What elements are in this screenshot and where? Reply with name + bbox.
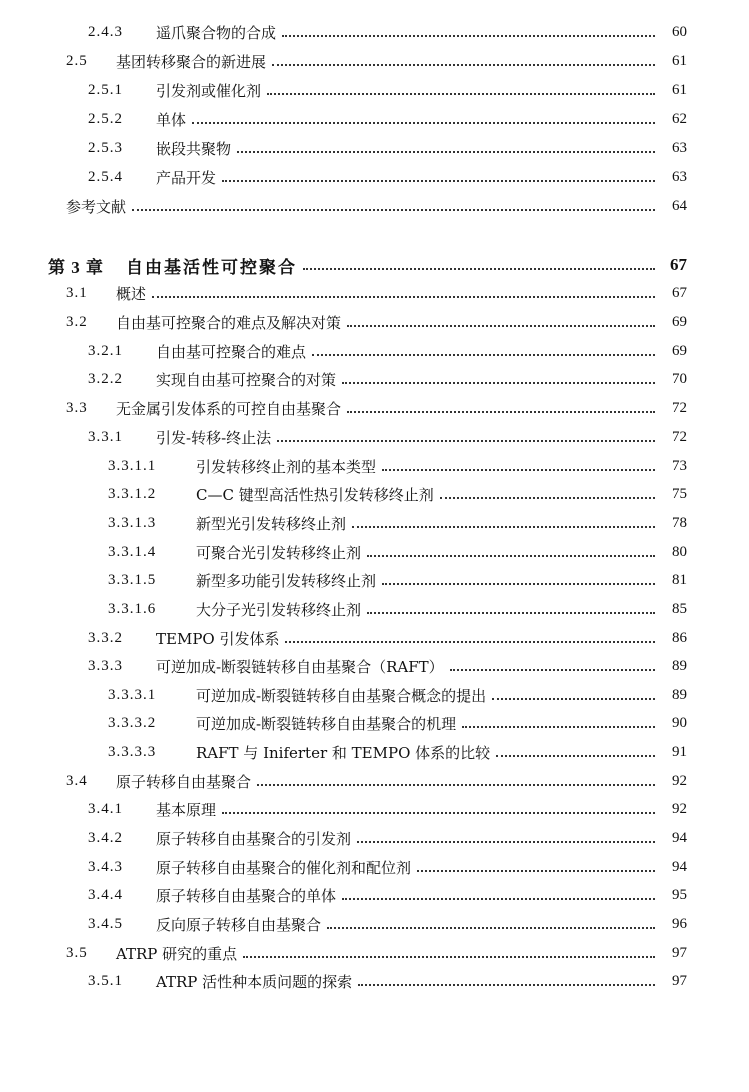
dot-leader (342, 382, 655, 384)
toc-entry[interactable] (88, 163, 687, 191)
toc-entry[interactable] (108, 681, 687, 709)
toc-entry-number: 3.3.3.1 (108, 686, 157, 703)
toc-entry-title: ATRP 活性种本质问题的探索 (156, 972, 353, 991)
toc-entry[interactable] (66, 47, 687, 75)
dot-leader (222, 812, 655, 814)
toc-entry-page: 62 (672, 110, 687, 127)
toc-entry-number: 3.4.1 (88, 800, 123, 817)
toc-entry-title: 反向原子转移自由基聚合 (156, 915, 322, 934)
dot-leader (440, 497, 655, 499)
toc-entry[interactable] (88, 853, 687, 881)
toc-entry-page: 85 (672, 600, 687, 617)
toc-entry-title: 原子转移自由基聚合的单体 (156, 886, 337, 905)
toc-entry-title: 引发转移终止剂的基本类型 (196, 457, 377, 476)
toc-entry-page: 92 (672, 800, 687, 817)
toc-entry-number: 3.1 (66, 284, 88, 301)
toc-entry-title: 可逆加成-断裂链转移自由基聚合概念的提出 (196, 686, 487, 705)
dot-leader (496, 755, 655, 757)
toc-entry-page: 70 (672, 370, 687, 387)
toc-entry-page: 94 (672, 858, 687, 875)
toc-entry-page: 63 (672, 168, 687, 185)
dot-leader (243, 956, 655, 958)
toc-entry[interactable] (66, 767, 687, 795)
toc-entry-title: 产品开发 (156, 168, 217, 187)
toc-entry-title: 新型多功能引发转移终止剂 (196, 571, 377, 590)
toc-entry-title: 自由基活性可控聚合 (126, 257, 297, 278)
toc-entry-number: 3.4.4 (88, 886, 123, 903)
toc-entry-number: 3.4 (66, 772, 88, 789)
dot-leader (492, 698, 655, 700)
toc-entry-page: 61 (672, 52, 687, 69)
toc-entry-number: 3.4.3 (88, 858, 123, 875)
dot-leader (327, 927, 655, 929)
toc-entry-title: 概述 (116, 284, 147, 303)
dot-leader (347, 411, 655, 413)
toc-entry-page: 97 (672, 972, 687, 989)
toc-entry[interactable] (66, 279, 687, 307)
dot-leader (192, 122, 655, 124)
toc-entry[interactable] (108, 480, 687, 508)
toc-entry-title: 遥爪聚合物的合成 (156, 23, 277, 42)
toc-entry[interactable] (108, 738, 687, 766)
toc-entry-number: 3.5.1 (88, 972, 123, 989)
toc-entry-title: 可逆加成-断裂链转移自由基聚合（RAFT） (156, 657, 444, 676)
toc-entry-title: 可聚合光引发转移终止剂 (196, 543, 362, 562)
toc-entry-page: 72 (672, 428, 687, 445)
toc-entry-title: 单体 (156, 110, 187, 129)
toc-entry-page: 95 (672, 886, 687, 903)
toc-entry-page: 89 (672, 686, 687, 703)
toc-entry-page: 90 (672, 714, 687, 731)
toc-entry-title: 嵌段共聚物 (156, 139, 232, 158)
dot-leader (237, 151, 655, 153)
toc-entry[interactable] (108, 452, 687, 480)
toc-entry-page: 60 (672, 23, 687, 40)
toc-entry-number: 3.3.1.2 (108, 485, 157, 502)
dot-leader (367, 612, 655, 614)
toc-entry-page: 81 (672, 571, 687, 588)
toc-entry-title: 无金属引发体系的可控自由基聚合 (116, 399, 342, 418)
toc-entry-title: 基团转移聚合的新进展 (116, 52, 267, 71)
toc-entry-number: 3.3.3 (88, 657, 123, 674)
dot-leader (417, 870, 655, 872)
toc-entry-number: 3.3.1.1 (108, 457, 157, 474)
toc-entry-page: 97 (672, 944, 687, 961)
toc-entry[interactable] (88, 624, 687, 652)
toc-entry-page: 91 (672, 743, 687, 760)
dot-leader (267, 93, 655, 95)
toc-entry-page: 64 (672, 197, 687, 214)
toc-entry-number: 2.5.3 (88, 139, 123, 156)
toc-entry[interactable] (88, 423, 687, 451)
toc-entry[interactable] (88, 652, 687, 680)
toc-entry-title: ATRP 研究的重点 (116, 944, 238, 963)
toc-entry-number: 3.3.1.3 (108, 514, 157, 531)
toc-entry-title: TEMPO 引发体系 (156, 629, 280, 648)
dot-leader (303, 268, 655, 270)
toc-entry-number: 2.4.3 (88, 23, 123, 40)
dot-leader (382, 583, 655, 585)
dot-leader (257, 784, 655, 786)
toc-entry-number: 3.3 (66, 399, 88, 416)
toc-entry-title: 新型光引发转移终止剂 (196, 514, 347, 533)
toc-entry[interactable] (88, 795, 687, 823)
toc-entry-number: 3.3.3.3 (108, 743, 157, 760)
toc-entry[interactable] (66, 308, 687, 336)
toc-entry-title: 自由基可控聚合的难点 (156, 342, 307, 361)
toc-entry[interactable] (88, 134, 687, 162)
dot-leader (357, 841, 655, 843)
dot-leader (285, 641, 655, 643)
dot-leader (347, 325, 655, 327)
dot-leader (152, 296, 655, 298)
dot-leader (282, 35, 655, 37)
toc-entry-title: 参考文献 (66, 197, 127, 216)
toc-entry[interactable] (108, 709, 687, 737)
toc-entry-number: 2.5.2 (88, 110, 123, 127)
toc-entry-title: C—C 键型高活性热引发转移终止剂 (196, 485, 434, 504)
toc-entry-page: 67 (670, 255, 687, 274)
toc-entry[interactable] (66, 192, 687, 220)
toc-entry-page: 92 (672, 772, 687, 789)
toc-entry[interactable] (88, 881, 687, 909)
toc-entry-title: 实现自由基可控聚合的对策 (156, 370, 337, 389)
toc-entry-page: 61 (672, 81, 687, 98)
toc-entry-page: 67 (672, 284, 687, 301)
toc-entry-number: 3.2.1 (88, 342, 123, 359)
toc-entry[interactable] (88, 365, 687, 393)
toc-entry-page: 73 (672, 457, 687, 474)
toc-entry-page: 78 (672, 514, 687, 531)
toc-entry-title: 基本原理 (156, 800, 217, 819)
toc-entry-number: 3.2 (66, 313, 88, 330)
toc-entry[interactable] (88, 910, 687, 938)
dot-leader (342, 898, 655, 900)
dot-leader (352, 526, 655, 528)
dot-leader (312, 354, 655, 356)
toc-entry-title: 原子转移自由基聚合的催化剂和配位剂 (156, 858, 412, 877)
dot-leader (222, 180, 655, 182)
toc-entry-page: 86 (672, 629, 687, 646)
toc-entry[interactable] (66, 939, 687, 967)
toc-entry-number: 3.3.1.4 (108, 543, 157, 560)
toc-entry[interactable] (108, 538, 687, 566)
toc-entry-title: RAFT 与 Iniferter 和 TEMPO 体系的比较 (196, 743, 491, 762)
toc-entry-title: 原子转移自由基聚合的引发剂 (156, 829, 352, 848)
dot-leader (277, 440, 655, 442)
toc-entry-number: 2.5.4 (88, 168, 123, 185)
toc-entry-page: 80 (672, 543, 687, 560)
toc-entry-number: 3.3.2 (88, 629, 123, 646)
toc-entry-title: 引发-转移-终止法 (156, 428, 272, 447)
toc-entry-page: 69 (672, 313, 687, 330)
dot-leader (132, 209, 655, 211)
toc-entry[interactable] (88, 18, 687, 46)
toc-entry-number: 3.4.2 (88, 829, 123, 846)
toc-entry-page: 96 (672, 915, 687, 932)
toc-entry-title: 自由基可控聚合的难点及解决对策 (116, 313, 342, 332)
toc-entry[interactable] (108, 509, 687, 537)
toc-entry-number: 第 3 章 (48, 257, 104, 277)
dot-leader (367, 555, 655, 557)
toc-entry-number: 3.3.1.5 (108, 571, 157, 588)
toc-entry-title: 大分子光引发转移终止剂 (196, 600, 362, 619)
toc-entry-page: 89 (672, 657, 687, 674)
toc-entry[interactable] (88, 105, 687, 133)
toc-entry[interactable] (108, 566, 687, 594)
toc-entry-page: 63 (672, 139, 687, 156)
toc-entry-number: 3.3.1 (88, 428, 123, 445)
dot-leader (450, 669, 655, 671)
toc-entry[interactable] (88, 824, 687, 852)
toc-entry[interactable] (48, 251, 687, 279)
toc-entry[interactable] (66, 394, 687, 422)
toc-entry[interactable] (88, 76, 687, 104)
toc-entry-page: 69 (672, 342, 687, 359)
toc-entry-page: 94 (672, 829, 687, 846)
toc-entry-page: 72 (672, 399, 687, 416)
toc-entry-number: 2.5.1 (88, 81, 123, 98)
toc-entry-number: 3.3.1.6 (108, 600, 157, 617)
toc-entry-title: 可逆加成-断裂链转移自由基聚合的机理 (196, 714, 457, 733)
toc-entry-title: 原子转移自由基聚合 (116, 772, 252, 791)
toc-entry-number: 3.3.3.2 (108, 714, 157, 731)
toc-entry[interactable] (88, 337, 687, 365)
dot-leader (382, 469, 655, 471)
toc-entry-page: 75 (672, 485, 687, 502)
toc-entry[interactable] (88, 967, 687, 995)
dot-leader (358, 984, 655, 986)
toc-entry-number: 3.2.2 (88, 370, 123, 387)
toc-entry-number: 3.4.5 (88, 915, 123, 932)
toc-entry-title: 引发剂或催化剂 (156, 81, 262, 100)
dot-leader (272, 64, 655, 66)
toc-entry-number: 2.5 (66, 52, 88, 69)
toc-entry[interactable] (108, 595, 687, 623)
dot-leader (462, 726, 655, 728)
toc-entry-number: 3.5 (66, 944, 88, 961)
